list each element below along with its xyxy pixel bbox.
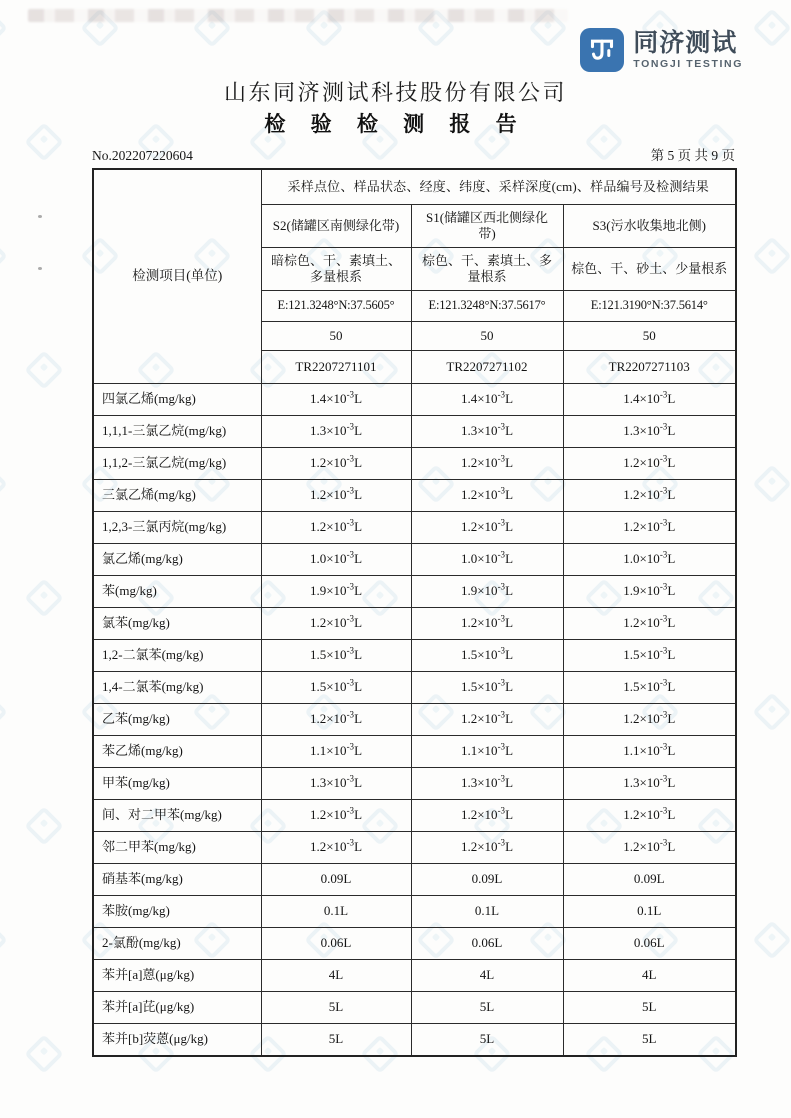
table-row — [93, 416, 736, 448]
result-value: 5L — [411, 1024, 563, 1057]
result-value: $1.2\times 10^{-3}L$ — [563, 512, 736, 544]
sample-number: TR2207271102 — [411, 351, 563, 384]
result-value: $1.2\times 10^{-3}L$ — [563, 800, 736, 832]
result-value: $1.9\times 10^{-3}L$ — [261, 576, 411, 608]
result-value: $1.5\times 10^{-3}L$ — [411, 672, 563, 704]
result-value: $1.2\times 10^{-3}L$ — [261, 512, 411, 544]
scan-artifact-strip — [28, 9, 568, 22]
result-value: 0.09L — [563, 864, 736, 896]
table-row — [93, 480, 736, 512]
watermark-mark — [752, 464, 791, 504]
result-value: 5L — [563, 992, 736, 1024]
analyte-name: 氯苯(mg/kg) — [93, 608, 261, 640]
result-value: 4L — [563, 960, 736, 992]
result-value: $1.2\times 10^{-3}L$ — [261, 480, 411, 512]
brand-logo — [580, 28, 743, 72]
result-value: $1.2\times 10^{-3}L$ — [261, 608, 411, 640]
analyte-name: 苯胺(mg/kg) — [93, 896, 261, 928]
span-header-row — [93, 169, 736, 205]
table-row — [93, 640, 736, 672]
span-header: 采样点位、样品状态、经度、纬度、采样深度(cm)、样品编号及检测结果 — [261, 169, 736, 205]
result-value: $1.0\times 10^{-3}L$ — [411, 544, 563, 576]
table-row — [93, 800, 736, 832]
table-row — [93, 768, 736, 800]
report-title: 检 验 检 测 报 告 — [264, 112, 527, 136]
result-value: $1.0\times 10^{-3}L$ — [563, 544, 736, 576]
coordinates: E:121.3248°N:37.5605° — [261, 291, 411, 322]
table-row — [93, 608, 736, 640]
analyte-name: 氯乙烯(mg/kg) — [93, 544, 261, 576]
analyte-name: 1,1,2-三氯乙烷(mg/kg) — [93, 448, 261, 480]
result-value: $1.9\times 10^{-3}L$ — [411, 576, 563, 608]
analyte-name: 1,1,1-三氯乙烷(mg/kg) — [93, 416, 261, 448]
result-value: $1.2\times 10^{-3}L$ — [563, 480, 736, 512]
watermark-mark — [752, 692, 791, 732]
watermark-mark — [24, 350, 64, 390]
result-value: 0.1L — [261, 896, 411, 928]
analyte-name: 邻二甲苯(mg/kg) — [93, 832, 261, 864]
analyte-name: 苯(mg/kg) — [93, 576, 261, 608]
result-value: $1.2\times 10^{-3}L$ — [411, 512, 563, 544]
table-row — [93, 704, 736, 736]
result-value: 5L — [261, 992, 411, 1024]
table-row — [93, 448, 736, 480]
corner-label: 检测项目(单位) — [93, 169, 261, 384]
sampling-point: S2(储罐区南侧绿化带) — [261, 205, 411, 248]
watermark-mark — [752, 920, 791, 960]
sample-state: 棕色、干、砂土、少量根系 — [563, 248, 736, 291]
results-table — [92, 168, 737, 1057]
result-value: $1.1\times 10^{-3}L$ — [563, 736, 736, 768]
tongji-monogram-icon — [580, 28, 624, 72]
result-value: 0.06L — [563, 928, 736, 960]
table-row — [93, 672, 736, 704]
sample-state: 棕色、干、素填土、多量根系 — [411, 248, 563, 291]
sampling-point: S1(储罐区西北侧绿化带) — [411, 205, 563, 248]
watermark-mark — [0, 464, 8, 504]
result-value: $1.2\times 10^{-3}L$ — [411, 608, 563, 640]
result-value: $1.2\times 10^{-3}L$ — [261, 704, 411, 736]
result-value: $1.5\times 10^{-3}L$ — [261, 640, 411, 672]
result-value: $1.2\times 10^{-3}L$ — [411, 448, 563, 480]
result-value: $1.9\times 10^{-3}L$ — [563, 576, 736, 608]
meta-row — [92, 144, 735, 164]
table-row — [93, 896, 736, 928]
result-value: $1.2\times 10^{-3}L$ — [261, 448, 411, 480]
analyte-name: 硝基苯(mg/kg) — [93, 864, 261, 896]
result-value: $1.4\times 10^{-3}L$ — [563, 384, 736, 416]
result-value: $1.3\times 10^{-3}L$ — [261, 416, 411, 448]
scan-speck — [38, 267, 42, 270]
result-value: $1.2\times 10^{-3}L$ — [563, 448, 736, 480]
result-value: $1.3\times 10^{-3}L$ — [563, 416, 736, 448]
result-value: $1.2\times 10^{-3}L$ — [411, 800, 563, 832]
table-row — [93, 736, 736, 768]
result-value: $1.1\times 10^{-3}L$ — [261, 736, 411, 768]
sample-number: TR2207271101 — [261, 351, 411, 384]
analyte-name: 苯并[a]蒽(μg/kg) — [93, 960, 261, 992]
result-value: 5L — [563, 1024, 736, 1057]
result-value: 5L — [411, 992, 563, 1024]
table-row — [93, 928, 736, 960]
report-number: No.202207220604 — [92, 148, 193, 163]
results-table-body — [93, 169, 736, 1056]
analyte-name: 三氯乙烯(mg/kg) — [93, 480, 261, 512]
watermark-mark — [752, 236, 791, 276]
watermark-mark — [24, 1034, 64, 1074]
result-value: 4L — [411, 960, 563, 992]
analyte-name: 1,4-二氯苯(mg/kg) — [93, 672, 261, 704]
result-value: $1.2\times 10^{-3}L$ — [261, 800, 411, 832]
table-row — [93, 512, 736, 544]
table-row — [93, 544, 736, 576]
result-value: 0.09L — [411, 864, 563, 896]
result-value: $1.3\times 10^{-3}L$ — [411, 768, 563, 800]
result-value: $1.5\times 10^{-3}L$ — [563, 672, 736, 704]
analyte-name: 乙苯(mg/kg) — [93, 704, 261, 736]
watermark-mark — [0, 236, 8, 276]
watermark-mark — [752, 8, 791, 48]
result-value: $1.2\times 10^{-3}L$ — [411, 832, 563, 864]
table-row — [93, 576, 736, 608]
table-row — [93, 832, 736, 864]
analyte-name: 苯乙烯(mg/kg) — [93, 736, 261, 768]
result-value: $1.5\times 10^{-3}L$ — [411, 640, 563, 672]
result-value: $1.2\times 10^{-3}L$ — [563, 832, 736, 864]
watermark-mark — [0, 920, 8, 960]
company-name: 山东同济测试科技股份有限公司 — [223, 80, 567, 105]
result-value: $1.2\times 10^{-3}L$ — [563, 704, 736, 736]
analyte-name: 甲苯(mg/kg) — [93, 768, 261, 800]
result-value: $1.4\times 10^{-3}L$ — [261, 384, 411, 416]
sample-number: TR2207271103 — [563, 351, 736, 384]
brand-name-en: TONGJI TESTING — [633, 58, 743, 71]
watermark-mark — [24, 578, 64, 618]
sampling-depth: 50 — [261, 322, 411, 351]
sample-state: 暗棕色、干、素填土、多量根系 — [261, 248, 411, 291]
table-row — [93, 960, 736, 992]
result-value: $1.3\times 10^{-3}L$ — [411, 416, 563, 448]
watermark-mark — [0, 8, 8, 48]
result-value: $1.2\times 10^{-3}L$ — [563, 608, 736, 640]
sampling-point: S3(污水收集地北侧) — [563, 205, 736, 248]
result-value: 0.06L — [411, 928, 563, 960]
watermark-mark — [0, 692, 8, 732]
page-indicator: 第 5 页 共 9 页 — [650, 148, 735, 163]
brand-name-cn: 同济测试 — [633, 28, 738, 57]
result-value: $1.1\times 10^{-3}L$ — [411, 736, 563, 768]
analyte-name: 1,2,3-三氯丙烷(mg/kg) — [93, 512, 261, 544]
result-value: $1.3\times 10^{-3}L$ — [261, 768, 411, 800]
table-row — [93, 384, 736, 416]
result-value: $1.3\times 10^{-3}L$ — [563, 768, 736, 800]
watermark-mark — [24, 806, 64, 846]
result-value: 5L — [261, 1024, 411, 1057]
analyte-name: 四氯乙烯(mg/kg) — [93, 384, 261, 416]
coordinates: E:121.3190°N:37.5614° — [563, 291, 736, 322]
result-value: 0.06L — [261, 928, 411, 960]
coordinates: E:121.3248°N:37.5617° — [411, 291, 563, 322]
table-row — [93, 864, 736, 896]
analyte-name: 1,2-二氯苯(mg/kg) — [93, 640, 261, 672]
analyte-name: 苯并[a]芘(μg/kg) — [93, 992, 261, 1024]
result-value: 0.1L — [563, 896, 736, 928]
sampling-depth: 50 — [411, 322, 563, 351]
result-value: 0.09L — [261, 864, 411, 896]
table-row — [93, 992, 736, 1024]
analyte-name: 间、对二甲苯(mg/kg) — [93, 800, 261, 832]
result-value: $1.5\times 10^{-3}L$ — [261, 672, 411, 704]
result-value: $1.5\times 10^{-3}L$ — [563, 640, 736, 672]
table-row — [93, 1024, 736, 1057]
result-value: 4L — [261, 960, 411, 992]
result-value: 0.1L — [411, 896, 563, 928]
brand-text — [633, 30, 743, 70]
result-value: $1.2\times 10^{-3}L$ — [411, 704, 563, 736]
analyte-name: 2-氯酚(mg/kg) — [93, 928, 261, 960]
scan-speck — [38, 215, 42, 218]
result-value: $1.2\times 10^{-3}L$ — [411, 480, 563, 512]
result-value: $1.0\times 10^{-3}L$ — [261, 544, 411, 576]
analyte-name: 苯并[b]荧蒽(μg/kg) — [93, 1024, 261, 1057]
result-value: $1.2\times 10^{-3}L$ — [261, 832, 411, 864]
result-value: $1.4\times 10^{-3}L$ — [411, 384, 563, 416]
sampling-depth: 50 — [563, 322, 736, 351]
